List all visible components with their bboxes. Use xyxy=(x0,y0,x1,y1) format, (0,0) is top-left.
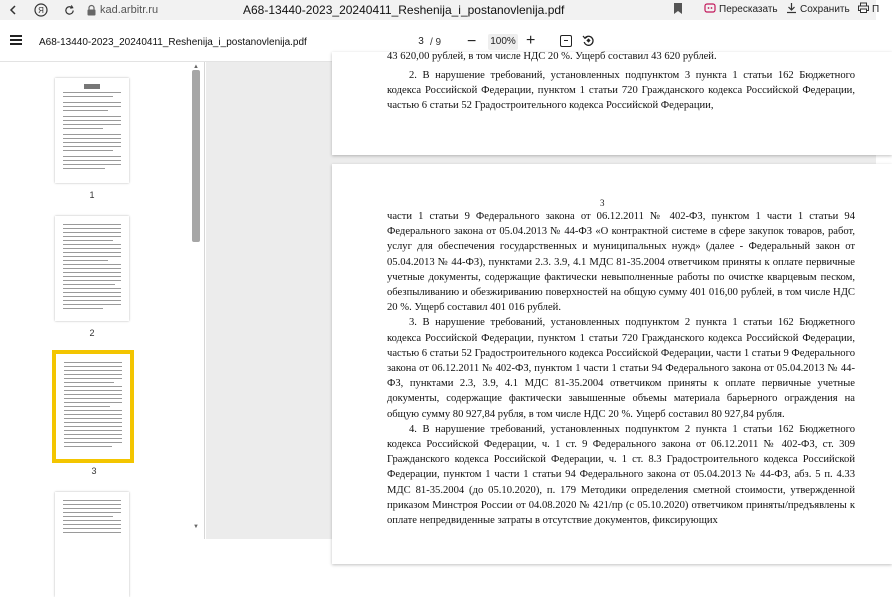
rotate-icon[interactable] xyxy=(582,34,595,47)
back-icon[interactable] xyxy=(4,1,22,19)
paragraph: 3. В нарушение требований, установленных подпунктом 2 пункта 1 статьи 162 Бюджетного кодекса Российской Федерации, пунктом 1 статьи 720 Гражданского кодекса Российской Федерации, частью 6 статьи 52 Градостроительного кодекса Российской Федерации, части 1 статьи 9 Федерального закона от 06.12.2011 № 402-ФЗ, пунктом 1 части 1 статьи 94 Федерального закона от 05.04.2013 № 44-ФЗ, пунктами 2.3, 3.9, 4.1 МДС 81-35.2004 ответчиком приняты к оплате первичные учетные документы, содержащие фактически завышенные объемы материала барьерного ограждения на общую сумму 80 927,84 рубля, в том числе НДС 20 %. Ущерб составил 80 927,84 рубля. xyxy=(387,317,855,420)
page-number-label: 3 xyxy=(600,198,605,208)
sidebar-scrollbar[interactable] xyxy=(192,70,200,242)
page-total: / 9 xyxy=(430,37,442,48)
page-2-text xyxy=(387,68,855,114)
address-bar[interactable] xyxy=(86,4,206,16)
page-number-input[interactable]: 3 xyxy=(418,36,424,47)
retell-button[interactable] xyxy=(704,2,778,17)
thumbnail-page-2[interactable] xyxy=(55,216,129,321)
page-3-text xyxy=(387,209,855,528)
bookmark-icon[interactable] xyxy=(673,2,683,18)
download-icon xyxy=(786,2,797,17)
thumbnail-label-2: 2 xyxy=(89,328,95,338)
save-button[interactable] xyxy=(786,2,850,17)
paragraph: 4. В нарушение требований, установленных подпунктом 2 пункта 1 статьи 162 Бюджетного кодекса Российской Федерации, ч. 1 ст. 9 Федерального закона от 06.12.2011 № 402-ФЗ, ст. 309 Гражданского кодекса Российской Федерации, ч. 1 ст. 8.3 Градостроительного кодекса Российской Федерации, пунктом 1 части 1 статьи 94 Федерального закона от 05.04.2013 № 44-ФЗ, абз. 5 п. 4.33 МДС 81-35.2004 (до 05.10.2020), п. 179 Методики определения сметной стоимости, утвержденной приказом Минстроя России от 04.08.2020 № 421/пр (с 05.10.2020) ответчиком приняты/предъявлены к оплате непредвиденные затраты в отсутствие документов, фиксирующих xyxy=(387,423,855,527)
pdf-file-name: А68-13440-2023_20240411_Reshenija_i_postanovlenija.pdf xyxy=(39,37,307,48)
yandex-icon[interactable] xyxy=(32,1,50,19)
thumbnail-label-1: 1 xyxy=(89,190,95,200)
print-label: П xyxy=(872,3,880,15)
zoom-out-button[interactable]: − xyxy=(467,33,477,50)
paragraph: части 1 статьи 9 Федерального закона от 06.12.2011 № 402-ФЗ, пунктом 1 части 1 статьи 94 Федерального закона от 05.04.2013 № 44-ФЗ «О контрактной системе в сфере закупок товаров, работ, услуг для обеспечения государственных и муниципальных нужд» (далее - Федеральный закон от 05.04.2013 № 44-ФЗ), пунктами 2.3. 3.9, 4.1 МДС 81-35.2004 ответчиком приняты к оплате первичные учетные документы, содержащие фактически невыполненные работы по очистке кварцевым песком, обезпыливанию и обезжириванию поверхностей на общую сумму 401 016,00 рублей, в том числе НДС 20 %. Ущерб составил 401 016 рублей. xyxy=(387,211,855,314)
scroll-down-arrow[interactable]: ▼ xyxy=(193,524,199,530)
fit-page-icon[interactable] xyxy=(560,35,572,47)
thumbnail-page-4[interactable] xyxy=(55,492,129,597)
thumbnail-page-1[interactable] xyxy=(55,78,129,183)
zoom-level[interactable]: 100% xyxy=(488,34,518,50)
thumbnail-page-3-active[interactable] xyxy=(52,350,134,463)
document-page-2 xyxy=(332,52,892,155)
thumbnail-sidebar xyxy=(0,62,205,539)
zoom-in-button[interactable]: + xyxy=(526,32,536,49)
menu-icon[interactable] xyxy=(10,35,22,45)
thumbnail-label-3: 3 xyxy=(91,466,97,476)
scroll-up-arrow[interactable]: ▲ xyxy=(193,64,199,70)
print-icon xyxy=(858,2,869,16)
document-title: А68-13440-2023_20240411_Reshenija_i_postanovlenija.pdf xyxy=(243,3,565,17)
retell-icon xyxy=(704,2,716,17)
svg-text:Я: Я xyxy=(38,6,44,15)
retell-label: Пересказать xyxy=(719,4,778,15)
lock-icon xyxy=(86,4,96,16)
document-page-3 xyxy=(332,164,892,564)
paragraph: 2. В нарушение требований, установленных подпунктом 3 пункта 1 статьи 162 Бюджетного кодекса Российской Федерации, пунктом 1 статьи 720 Гражданского кодекса Российской Федерации, частью 6 статьи 52 Градостроительного кодекса Российской Федерации, xyxy=(387,70,855,112)
document-viewer[interactable] xyxy=(206,51,876,539)
save-label: Сохранить xyxy=(800,4,850,15)
reload-icon[interactable] xyxy=(60,1,78,19)
domain-text: kad.arbitr.ru xyxy=(100,4,159,16)
cut-line-text: 43 620,00 рублей, в том числе НДС 20 %. Ущерб составил 43 620 рублей. xyxy=(387,51,717,62)
browser-bar xyxy=(0,0,880,20)
print-button[interactable] xyxy=(858,2,879,16)
cut-line xyxy=(387,51,855,68)
